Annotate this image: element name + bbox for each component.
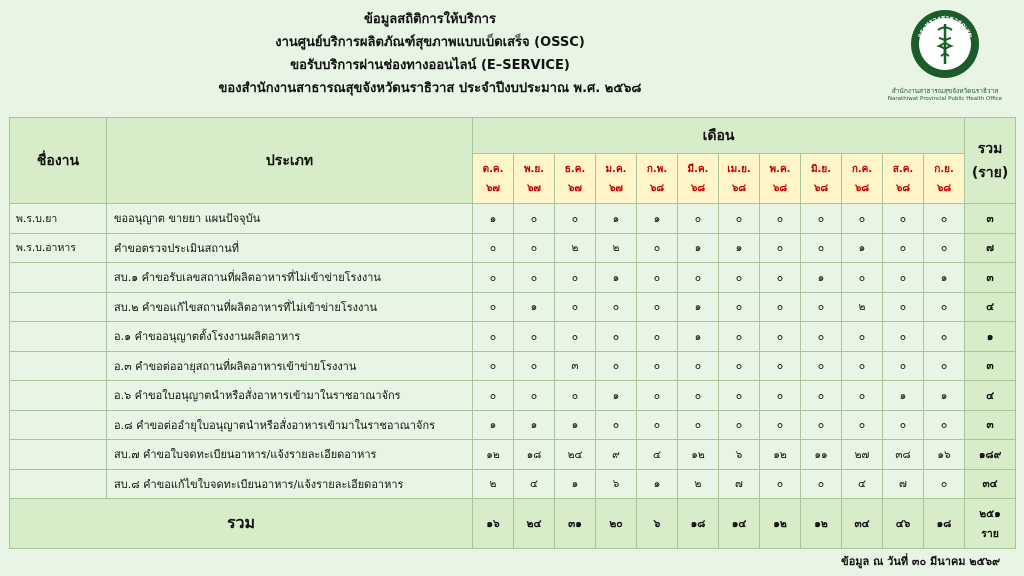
month-value: ๑	[473, 410, 514, 440]
month-year: ๖๘	[936, 182, 952, 194]
month-value: ๐	[678, 410, 719, 440]
month-name: มี.ค.	[687, 163, 709, 175]
month-value: ๑	[514, 410, 555, 440]
month-value: ๐	[924, 410, 965, 440]
month-value: ๐	[637, 292, 678, 322]
month-name: ธ.ค.	[564, 163, 586, 175]
month-year: ๖๗	[568, 182, 582, 194]
month-value: ๐	[924, 292, 965, 322]
month-value: ๐	[637, 233, 678, 263]
month-value: ๑	[924, 263, 965, 293]
month-value: ๒	[842, 292, 883, 322]
month-value: ๐	[760, 381, 801, 411]
month-value: ๖	[596, 469, 637, 499]
month-value: ๐	[555, 204, 596, 234]
month-value: ๐	[514, 204, 555, 234]
row-type: อ.๓ คำขอต่ออายุสถานที่ผลิตอาหารเข้าข่ายโรงงาน	[107, 351, 473, 381]
month-value: ๐	[596, 410, 637, 440]
month-value: ๒	[555, 233, 596, 263]
month-value: ๑๘	[514, 440, 555, 470]
month-name: พ.ค.	[769, 163, 791, 175]
month-value: ๐	[883, 263, 924, 293]
month-value: ๐	[514, 351, 555, 381]
month-value: ๐	[801, 351, 842, 381]
month-year: ๖๘	[772, 182, 788, 194]
month-value: ๑	[555, 410, 596, 440]
month-value: ๐	[678, 204, 719, 234]
sum-value: ๓๑	[555, 499, 596, 549]
month-value: ๑	[924, 381, 965, 411]
month-value: ๑	[596, 263, 637, 293]
month-name: ก.ย.	[934, 163, 954, 175]
title-line-2: งานศูนย์บริการผลิตภัณฑ์สุขภาพแบบเบ็ดเสร็จ (OSSC)	[275, 35, 585, 50]
month-value: ๐	[514, 233, 555, 263]
month-name: มิ.ย.	[810, 163, 832, 175]
table-row	[10, 410, 1016, 440]
col-header-total-unit: (ราย)	[971, 164, 1009, 181]
row-name	[10, 410, 107, 440]
month-value: ๐	[801, 204, 842, 234]
table-row	[10, 204, 1016, 234]
sum-value: ๑๔	[719, 499, 760, 549]
month-name: ก.ค.	[851, 163, 873, 175]
table-row	[10, 233, 1016, 263]
row-total: ๔	[965, 381, 1016, 411]
col-header-month: เดือน	[473, 118, 965, 154]
seal-text-en: MINISTRY OF PUBLIC HEALTH	[919, 44, 971, 72]
month-value: ๐	[678, 351, 719, 381]
month-value: ๐	[842, 351, 883, 381]
month-year: ๖๘	[813, 182, 829, 194]
sum-value: ๑๘	[678, 499, 719, 549]
row-total: ๓๔	[965, 469, 1016, 499]
row-type: อ.๘ คำขอต่ออำยุใบอนุญาตนำหรือสั่งอาหารเข้ามาในราชอาณาจักร	[107, 410, 473, 440]
row-type: สบ.๘ คำขอแก้ไขใบจดทะเบียนอาหาร/แจ้งรายละเอียดอาหาร	[107, 469, 473, 499]
month-value: ๐	[637, 351, 678, 381]
month-value: ๐	[719, 410, 760, 440]
month-value: ๑	[883, 381, 924, 411]
month-value: ๑	[473, 204, 514, 234]
month-value: ๐	[760, 322, 801, 352]
month-value: ๐	[719, 204, 760, 234]
row-total: ๓	[965, 204, 1016, 234]
month-value: ๐	[760, 351, 801, 381]
row-type: สบ.๑ คำขอรับเลขสถานที่ผลิตอาหารที่ไม่เข้าข่ายโรงงาน	[107, 263, 473, 293]
month-value: ๐	[883, 351, 924, 381]
logo-org-th: สำนักงานสาธารณสุขจังหวัดนราธิวาส	[891, 87, 999, 95]
col-header-type: ประเภท	[107, 118, 473, 204]
month-value: ๐	[883, 322, 924, 352]
month-value: ๗	[883, 469, 924, 499]
month-value: ๑	[555, 469, 596, 499]
month-name: ต.ค.	[482, 163, 504, 175]
col-header-name: ชื่องาน	[10, 118, 107, 204]
table-row	[10, 440, 1016, 470]
month-value: ๒	[678, 469, 719, 499]
month-value: ๐	[473, 322, 514, 352]
month-value: ๐	[924, 204, 965, 234]
month-year: ๖๘	[649, 182, 665, 194]
month-value: ๐	[883, 233, 924, 263]
month-value: ๐	[719, 322, 760, 352]
month-value: ๐	[760, 410, 801, 440]
month-header-cell	[637, 154, 678, 204]
month-header-cell	[678, 154, 719, 204]
month-value: ๐	[760, 292, 801, 322]
month-value: ๐	[801, 233, 842, 263]
month-value: ๐	[555, 381, 596, 411]
sum-total-unit: ราย	[981, 527, 999, 540]
sum-row	[10, 499, 1016, 549]
row-type: สบ.๒ คำขอแก้ไขสถานที่ผลิตอาหารที่ไม่เข้าข่ายโรงงาน	[107, 292, 473, 322]
report-title	[120, 8, 740, 100]
month-value: ๐	[842, 263, 883, 293]
month-value: ๐	[514, 381, 555, 411]
data-date-note: ข้อมูล ณ วันที่ ๓๐ มีนาคม ๒๕๖๙	[841, 555, 1000, 568]
title-line-1: ข้อมูลสถิติการให้บริการ	[364, 12, 496, 27]
month-value: ๗	[719, 469, 760, 499]
month-value: ๐	[719, 351, 760, 381]
month-value: ๔	[637, 440, 678, 470]
month-value: ๐	[801, 410, 842, 440]
month-header-cell	[596, 154, 637, 204]
moph-seal-icon	[909, 8, 981, 80]
month-value: ๐	[514, 322, 555, 352]
month-value: ๐	[678, 263, 719, 293]
month-value: ๖	[719, 440, 760, 470]
month-value: ๐	[719, 292, 760, 322]
row-name	[10, 440, 107, 470]
sum-total	[965, 499, 1016, 549]
month-value: ๐	[637, 381, 678, 411]
month-value: ๐	[555, 263, 596, 293]
row-type: ขออนุญาต ขายยา แผนปัจจุบัน	[107, 204, 473, 234]
row-name: พ.ร.บ.อาหาร	[10, 233, 107, 263]
month-value: ๐	[842, 204, 883, 234]
month-name: ก.พ.	[646, 163, 668, 175]
row-name	[10, 351, 107, 381]
month-value: ๐	[760, 233, 801, 263]
month-header-cell	[924, 154, 965, 204]
month-value: ๐	[514, 263, 555, 293]
month-value: ๐	[555, 322, 596, 352]
table-row	[10, 292, 1016, 322]
month-header-cell	[760, 154, 801, 204]
month-value: ๐	[883, 204, 924, 234]
month-year: ๖๘	[690, 182, 706, 194]
sum-total-value: ๒๕๑	[979, 507, 1001, 520]
sum-value: ๑๒	[801, 499, 842, 549]
month-value: ๐	[801, 469, 842, 499]
month-value: ๑	[637, 469, 678, 499]
month-value: ๐	[473, 351, 514, 381]
row-name	[10, 322, 107, 352]
month-value: ๐	[842, 322, 883, 352]
month-value: ๑	[719, 233, 760, 263]
title-line-3: ขอรับบริการผ่านช่องทางออนไลน์ (E–SERVICE)	[290, 58, 570, 73]
sum-value: ๓๔	[842, 499, 883, 549]
month-value: ๐	[637, 263, 678, 293]
sum-label: รวม	[10, 499, 473, 549]
seal-text-th: กระทรวงสาธารณสุข	[915, 13, 975, 39]
table-row	[10, 381, 1016, 411]
month-value: ๐	[719, 263, 760, 293]
row-type: สบ.๗ คำขอใบจดทะเบียนอาหาร/แจ้งรายละเอียดอาหาร	[107, 440, 473, 470]
month-value: ๐	[596, 351, 637, 381]
moph-logo	[880, 8, 1010, 102]
month-header-cell	[883, 154, 924, 204]
month-value: ๒๗	[842, 440, 883, 470]
month-header-cell	[555, 154, 596, 204]
month-value: ๓	[555, 351, 596, 381]
table-row	[10, 263, 1016, 293]
month-value: ๒๔	[555, 440, 596, 470]
month-header-cell	[473, 154, 514, 204]
month-value: ๐	[924, 233, 965, 263]
month-value: ๑	[801, 263, 842, 293]
title-line-4: ของสำนักงานสาธารณสุขจังหวัดนราธิวาส ประจำปีงบประมาณ พ.ศ. ๒๕๖๘	[218, 81, 642, 96]
statistics-table	[9, 117, 1016, 549]
row-total: ๓	[965, 410, 1016, 440]
row-type: อ.๑ คำขออนุญาตตั้งโรงงานผลิตอาหาร	[107, 322, 473, 352]
month-value: ๐	[555, 292, 596, 322]
month-value: ๐	[801, 322, 842, 352]
row-total: ๓	[965, 263, 1016, 293]
sum-value: ๑๒	[760, 499, 801, 549]
row-type: คำขอตรวจประเมินสถานที่	[107, 233, 473, 263]
month-value: ๑	[514, 292, 555, 322]
month-value: ๑	[637, 204, 678, 234]
table-row	[10, 351, 1016, 381]
month-value: ๐	[842, 410, 883, 440]
row-name	[10, 469, 107, 499]
month-year: ๖๘	[895, 182, 911, 194]
month-value: ๙	[596, 440, 637, 470]
row-total: ๗	[965, 233, 1016, 263]
month-header-cell	[719, 154, 760, 204]
table-row	[10, 322, 1016, 352]
month-value: ๐	[473, 381, 514, 411]
row-type: อ.๖ คำขอใบอนุญาตนำหรือสั่งอาหารเข้ามาในราชอาณาจักร	[107, 381, 473, 411]
month-value: ๑๒	[678, 440, 719, 470]
month-year: ๖๗	[527, 182, 541, 194]
month-year: ๖๘	[731, 182, 747, 194]
month-value: ๔	[842, 469, 883, 499]
table-row	[10, 469, 1016, 499]
row-name: พ.ร.บ.ยา	[10, 204, 107, 234]
month-value: ๐	[473, 233, 514, 263]
logo-org-en: Narathiwat Provincial Public Health Office	[887, 96, 1003, 102]
month-value: ๐	[473, 263, 514, 293]
row-name	[10, 381, 107, 411]
month-name: พ.ย.	[523, 163, 545, 175]
month-value: ๐	[883, 410, 924, 440]
sum-value: ๑๖	[473, 499, 514, 549]
month-value: ๑๒	[473, 440, 514, 470]
month-year: ๖๘	[854, 182, 870, 194]
month-value: ๑๖	[924, 440, 965, 470]
sum-value: ๖	[637, 499, 678, 549]
sum-value: ๑๘	[924, 499, 965, 549]
month-year: ๖๗	[486, 182, 500, 194]
col-header-total-label: รวม	[977, 140, 1003, 157]
month-value: ๔	[514, 469, 555, 499]
row-name	[10, 292, 107, 322]
month-value: ๐	[842, 381, 883, 411]
month-value: ๑	[596, 204, 637, 234]
row-name	[10, 263, 107, 293]
row-total: ๓	[965, 351, 1016, 381]
month-header-cell	[842, 154, 883, 204]
month-value: ๑	[596, 381, 637, 411]
month-name: เม.ย.	[727, 163, 751, 175]
month-header-cell	[801, 154, 842, 204]
month-name: ส.ค.	[892, 163, 914, 175]
month-value: ๑	[842, 233, 883, 263]
month-value: ๐	[596, 292, 637, 322]
month-value: ๐	[637, 322, 678, 352]
month-value: ๐	[760, 263, 801, 293]
row-total: ๑๘๙	[965, 440, 1016, 470]
sum-value: ๒๐	[596, 499, 637, 549]
month-value: ๐	[801, 381, 842, 411]
month-value: ๒	[596, 233, 637, 263]
month-value: ๐	[801, 292, 842, 322]
month-value: ๑	[678, 292, 719, 322]
month-value: ๑	[678, 322, 719, 352]
month-value: ๒	[473, 469, 514, 499]
sum-value: ๒๔	[514, 499, 555, 549]
month-value: ๓๘	[883, 440, 924, 470]
month-value: ๐	[678, 381, 719, 411]
month-value: ๐	[637, 410, 678, 440]
month-header-cell	[514, 154, 555, 204]
month-year: ๖๗	[609, 182, 623, 194]
month-value: ๐	[924, 322, 965, 352]
month-name: ม.ค.	[605, 163, 627, 175]
month-value: ๐	[760, 204, 801, 234]
month-value: ๑๒	[760, 440, 801, 470]
month-value: ๐	[883, 292, 924, 322]
month-value: ๐	[760, 469, 801, 499]
month-value: ๑๑	[801, 440, 842, 470]
col-header-total	[965, 118, 1016, 204]
sum-value: ๔๖	[883, 499, 924, 549]
row-total: ๑	[965, 322, 1016, 352]
month-value: ๐	[719, 381, 760, 411]
month-value: ๐	[596, 322, 637, 352]
month-value: ๐	[473, 292, 514, 322]
row-total: ๔	[965, 292, 1016, 322]
month-value: ๐	[924, 351, 965, 381]
month-value: ๑	[678, 233, 719, 263]
month-value: ๐	[924, 469, 965, 499]
